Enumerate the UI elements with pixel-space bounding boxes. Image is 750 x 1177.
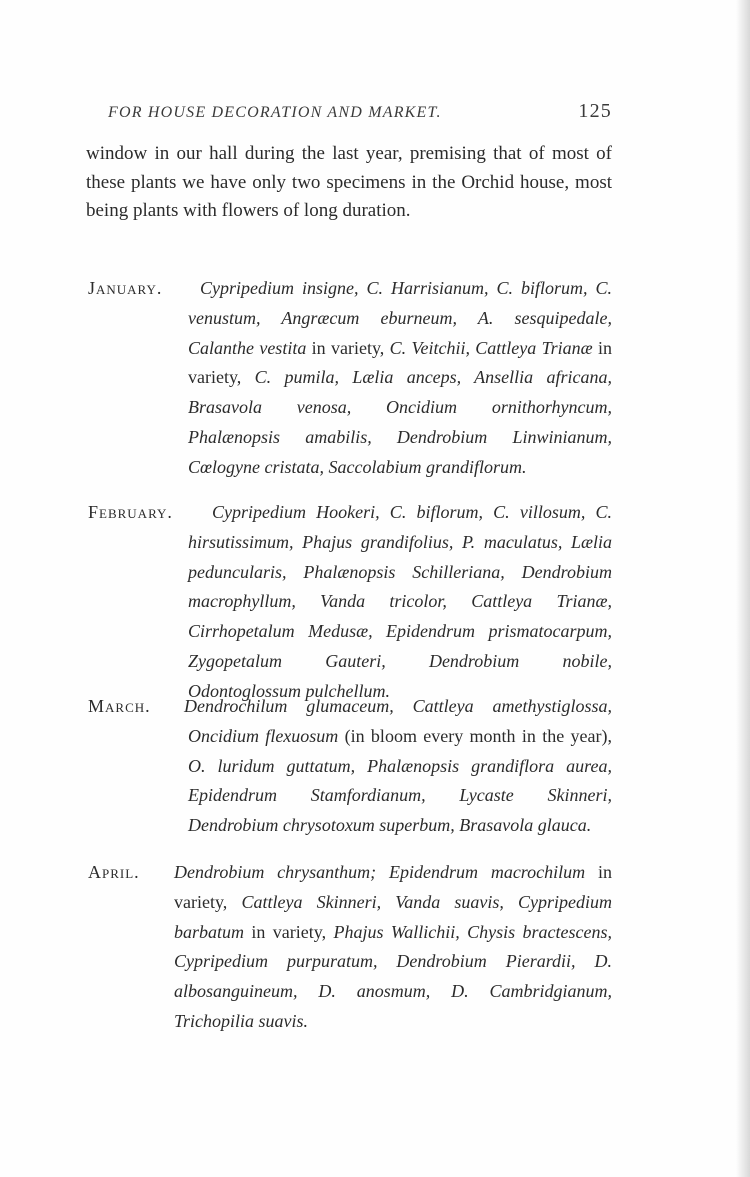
page-header [108, 100, 618, 130]
plant-list-segment: in variety, [188, 337, 612, 388]
month-entry-march [88, 692, 612, 841]
page-edge-shadow [736, 0, 750, 1177]
month-entry-january [88, 274, 612, 483]
page-number: 125 [578, 100, 612, 122]
plant-list-segment: in variety, [174, 862, 612, 912]
plant-list-segment: in variety, [306, 337, 390, 358]
month-paragraph [88, 274, 612, 483]
month-entry-february [88, 498, 612, 707]
month-name: February. [88, 502, 173, 522]
month-paragraph [88, 858, 612, 1037]
plant-list-segment: Dendrobium chrysanthum; Epidendrum macrochilum [174, 862, 586, 882]
month-name: January. [88, 278, 163, 298]
intro-paragraph: window in our hall during the last year, premising that of most of these plants we have only two specimens in the Orchid house, most being plants with flowers of long duration. [86, 143, 612, 222]
plant-list-segment: Cypripedium insigne, C. Harrisianum, C. biflorum, C. venustum, Angræcum eburneum, A. sesquipedale, Calanthe vestita [188, 278, 612, 358]
plant-list-segment: C. Veitchii, Cattleya Trianæ [389, 337, 593, 358]
plant-list-segment: Cattleya Skinneri, Vanda suavis, Cypripedium barbatum [174, 891, 612, 942]
month-entry-april [88, 858, 612, 1037]
plant-list-segment: (in bloom every month in the year), [338, 725, 612, 746]
month-paragraph [88, 498, 612, 707]
plant-list-segment: Phajus Wallichii, Chysis bractescens, Cypripedium purpuratum, Dendrobium Pierardii, D. albosanguineum, D. anosmum, D. Cambridgianum, Trichopilia suavis. [174, 921, 612, 1031]
month-paragraph [88, 692, 612, 841]
plant-list-segment: in variety, [244, 921, 334, 942]
plant-list-segment: Dendrochilum glumaceum, Cattleya amethystiglossa, Oncidium flexuosum [184, 696, 612, 746]
plant-list-segment: C. pumila, Lælia anceps, Ansellia africana, Brasavola venosa, Oncidium ornithorhyncum, Phalænopsis amabilis, Dendrobium Linwinianum, Cœlogyne cristata, Saccolabium grandiflorum. [188, 367, 613, 477]
running-title: FOR HOUSE DECORATION AND MARKET. [108, 104, 442, 121]
month-name: March. [88, 696, 151, 716]
month-name: April. [88, 862, 140, 882]
plant-list-segment: Cypripedium Hookeri, C. biflorum, C. villosum, C. hirsutissimum, Phajus grandifolius, P. maculatus, Lælia peduncularis, Phalænopsis Schilleriana, Dendrobium macrophyllum, Vanda tricolor, Cattleya Trianæ, Cirrhopetalum Medusæ, Epidendrum prismatocarpum, Zygopetalum Gauteri, Dendrobium nobile, Odontoglossum pulchellum. [188, 502, 612, 701]
plant-list-segment: O. luridum guttatum, Phalænopsis grandiflora aurea, Epidendrum Stamfordianum, Lycaste Skinneri, Dendrobium chrysotoxum superbum, Brasavola glauca. [188, 755, 612, 836]
